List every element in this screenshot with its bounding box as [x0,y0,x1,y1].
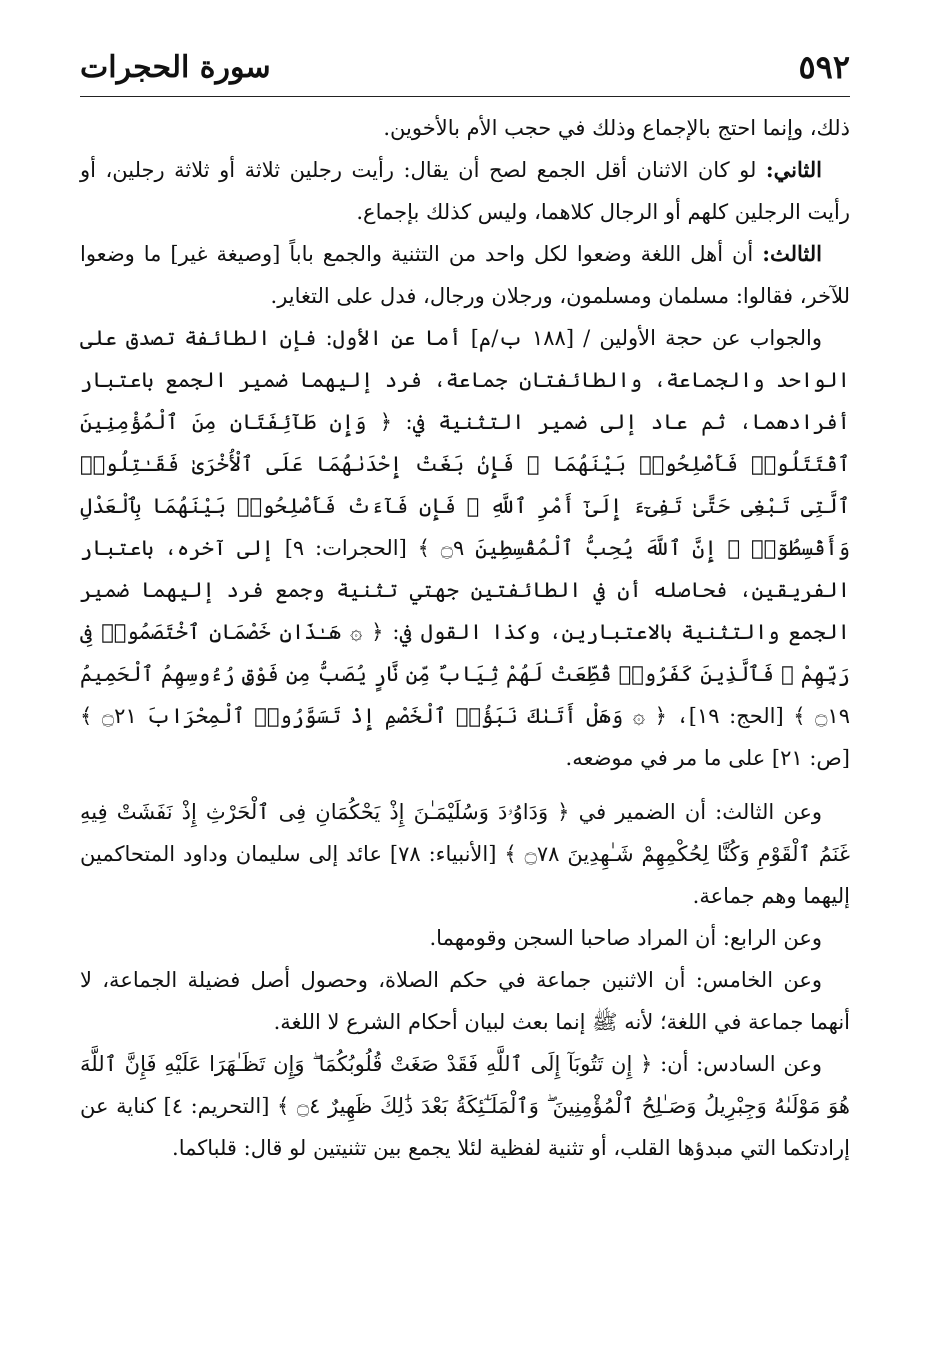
paragraph-text: لو كان الاثنان أقل الجمع لصح أن يقال: رأيت رجلين ثلاثة أو ثلاثة رجلين، أو رأيت الرجلين كلهم أو الرجال كلاهما، وليس كذلك بإجماع. [80,158,850,224]
paragraph-1 [80,107,850,149]
paragraph-text: أن أهل اللغة وضعوا لكل واحد من التثنية والجمع باباً [وصيغة غير] ما وضعوا للآخر، فقالوا: مسلمان ومسلمون، ورجلان ورجال، فدل على التغاير. [80,242,850,308]
paragraph-text: وعن السادس: أن: ﴿ إِن تَتُوبَآ إِلَى ٱللَّهِ فَقَدْ صَغَتْ قُلُوبُكُمَا ۖ وَإِن تَظَـٰهَرَا عَلَيْهِ فَإِنَّ ٱللَّهَ هُوَ مَوْلَىٰهُ وَجِبْرِيلُ وَصَـٰلِحُ ٱلْمُؤْمِنِينَ ۖ وَٱلْمَلَـٰٓئِكَةُ بَعْدَ ذَٰلِكَ ظَهِيرٌ ۝٤ ﴾ [التحريم: ٤] كناية عن إرادتكما التي مبدؤها القلب، أو تثنية لفظية لئلا يجمع بين تثنيتين لو قال: قلباكما. [80,1052,850,1160]
paragraph-text: والجواب عن حجة الأولين / [١٨٨ ب/م] أما عن الأول: فإن الطائفة تصدق على الواحد والجماعة، والطائفتان جماعة، فرد إليهما ضمير الجمع باعتبار أفرادهما، ثم عاد إلى ضمير التثنية في: ﴿ وَإِن طَآئِفَتَانِ مِنَ ٱلْمُؤْمِنِينَ ٱقْتَتَلُوا۟ فَأَصْلِحُوا۟ بَيْنَهُمَا ۖ فَإِنۢ بَغَتْ إِحْدَىٰهُمَا عَلَى ٱلْأُخْرَىٰ فَقَـٰتِلُوا۟ ٱلَّتِى تَبْغِى حَتَّىٰ تَفِىٓءَ إِلَىٰٓ أَمْرِ ٱللَّهِ ۚ فَإِن فَآءَتْ فَأَصْلِحُوا۟ بَيْنَهُمَا بِٱلْعَدْلِ وَأَقْسِطُوٓا۟ ۖ إِنَّ ٱللَّهَ يُحِبُّ ٱلْمُقْسِطِينَ ۝٩ ﴾ [الحجرات: ٩] إلى آخره، باعتبار الفريقين، فحاصله أن في الطائفتين جهتي تثنية وجمع فرد إليهما ضمير الجمع والتثنية بالاعتبارين، وكذا القول في: ﴿ ۞ هَـٰذَانِ خَصْمَانِ ٱخْتَصَمُوا۟ فِى رَبِّهِمْ ۖ فَٱلَّذِينَ كَفَرُوا۟ قُطِّعَتْ لَهُمْ ثِيَابٌ مِّن نَّارٍ يُصَبُّ مِن فَوْقِ رُءُوسِهِمُ ٱلْحَمِيمُ ۝١٩ ﴾ [الحج: ١٩]، ﴿ ۞ وَهَلْ أَتَىٰكَ نَبَؤُا۟ ٱلْخَصْمِ إِذْ تَسَوَّرُوا۟ ٱلْمِحْرَابَ ۝٢١ ﴾ [ص: ٢١] على ما مر في موضعه. [80,326,851,770]
paragraph-lead: الثاني: [765,157,822,182]
page-number: ٥٩٢ [798,48,850,86]
paragraph-lead: الثالث: [762,241,822,266]
paragraph-6 [80,917,850,959]
page-header [80,40,850,97]
paragraph-7 [80,959,850,1043]
paragraph-2 [80,149,850,233]
body-text [80,107,850,1169]
paragraph-text: وعن الرابع: أن المراد صاحبا السجن وقومهما. [429,926,822,950]
paragraph-5 [80,791,850,917]
paragraph-text: وعن الثالث: أن الضمير في ﴿ وَدَاوُۥدَ وَسُلَيْمَـٰنَ إِذْ يَحْكُمَانِ فِى ٱلْحَرْثِ إِذْ نَفَشَتْ فِيهِ غَنَمُ ٱلْقَوْمِ وَكُنَّا لِحُكْمِهِمْ شَـٰهِدِينَ ۝٧٨ ﴾ [الأنبياء: ٧٨] عائد إلى سليمان وداود المتحاكمين إليهما وهم جماعة. [80,800,850,908]
paragraph-4 [80,317,850,779]
paragraph-8 [80,1043,850,1169]
page [80,40,850,1169]
paragraph-3 [80,233,850,317]
paragraph-text: ذلك، وإنما احتج بالإجماع وذلك في حجب الأم بالأخوين. [383,116,850,140]
paragraph-text: وعن الخامس: أن الاثنين جماعة في حكم الصلاة، وحصول أصل فضيلة الجماعة، لا أنهما جماعة في اللغة؛ لأنه ﷺ إنما بعث لبيان أحكام الشرع لا اللغة. [80,968,850,1034]
running-title: سورة الحجرات [80,50,271,85]
